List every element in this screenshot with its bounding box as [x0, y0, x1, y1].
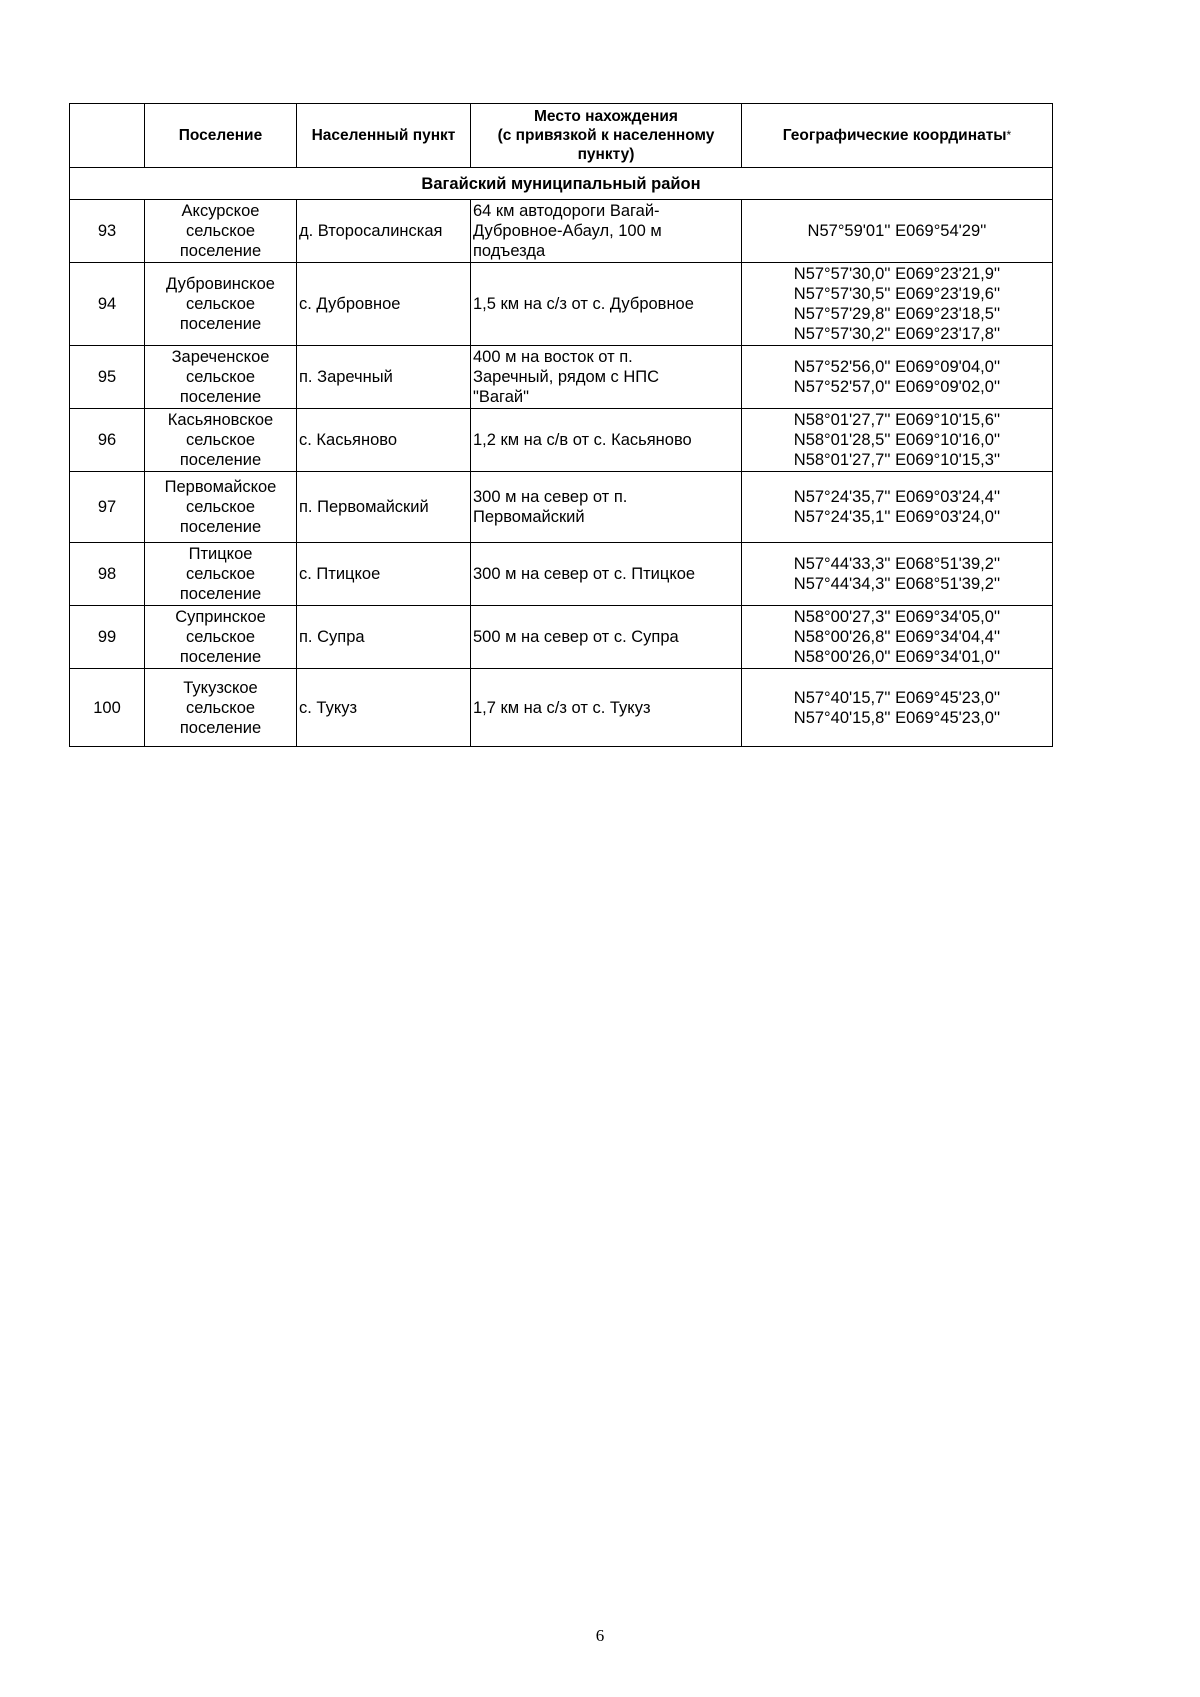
settlement-line: поселение — [179, 585, 262, 603]
coordinate-line: N57°57'30,5'' E069°23'19,6'' — [793, 285, 1001, 303]
coordinate-line: N58°00'27,3'' E069°34'05,0'' — [793, 608, 1001, 626]
table-row — [70, 472, 1053, 543]
coordinate-line: N57°52'56,0'' E069°09'04,0'' — [793, 358, 1001, 376]
coordinate-line: N57°57'29,8'' E069°23'18,5'' — [793, 305, 1001, 323]
table-header-row — [70, 104, 1053, 168]
place-line: Заречный, рядом с НПС — [473, 368, 660, 386]
place-line: 1,2 км на с/в от с. Касьяново — [473, 431, 692, 449]
place-line: Дубровное-Абаул, 100 м — [473, 222, 662, 240]
place-cell — [471, 346, 742, 409]
locality-cell: с. Тукуз — [297, 669, 471, 747]
locality-cell: п. Супра — [297, 606, 471, 669]
locality-cell: с. Касьяново — [297, 409, 471, 472]
header-place-line: Место нахождения — [534, 108, 678, 125]
header-settlement: Поселение — [145, 104, 297, 168]
settlement-line: сельское — [185, 368, 256, 386]
place-line: 500 м на север от с. Супра — [473, 628, 679, 646]
settlement-cell — [145, 263, 297, 346]
table-row — [70, 606, 1053, 669]
coordinates-cell — [742, 669, 1053, 747]
row-number: 95 — [70, 346, 145, 409]
place-line: подъезда — [473, 242, 546, 260]
coordinate-line: N57°44'34,3'' E068°51'39,2'' — [793, 575, 1001, 593]
locality-cell: с. Дубровное — [297, 263, 471, 346]
settlement-line: Аксурское — [181, 202, 260, 220]
settlement-cell — [145, 472, 297, 543]
settlement-line: сельское — [185, 431, 256, 449]
settlement-cell — [145, 346, 297, 409]
coordinate-line: N58°01'27,7'' E069°10'15,3'' — [793, 451, 1001, 469]
settlement-line: поселение — [179, 242, 262, 260]
coordinate-line: N57°24'35,1'' E069°03'24,0'' — [793, 508, 1001, 526]
settlement-line: поселение — [179, 451, 262, 469]
coordinate-line: N57°52'57,0'' E069°09'02,0'' — [793, 378, 1001, 396]
header-coordinates-footnote-mark: * — [1006, 128, 1012, 142]
page-number: 6 — [595, 1626, 605, 1645]
coordinate-line: N57°40'15,7'' E069°45'23,0'' — [793, 688, 1001, 707]
place-line: 300 м на север от п. — [473, 488, 628, 506]
header-place-line: (с привязкой к населенному — [497, 127, 715, 144]
settlement-line: поселение — [179, 718, 262, 737]
settlement-cell — [145, 200, 297, 263]
locality-cell: с. Птицкое — [297, 543, 471, 606]
coordinate-line: N57°40'15,8'' E069°45'23,0'' — [793, 708, 1001, 727]
coordinates-cell — [742, 606, 1053, 669]
row-number: 94 — [70, 263, 145, 346]
district-name: Вагайский муниципальный район — [70, 168, 1053, 200]
place-line: Первомайский — [473, 508, 585, 526]
locality-cell: п. Первомайский — [297, 472, 471, 543]
place-line: "Вагай" — [473, 388, 529, 406]
header-place-line: пункту) — [577, 146, 635, 163]
settlement-cell — [145, 543, 297, 606]
settlement-line: поселение — [179, 518, 262, 536]
row-number: 97 — [70, 472, 145, 543]
settlement-line: сельское — [185, 698, 256, 717]
settlement-line: Первомайское — [164, 478, 277, 496]
header-locality: Населенный пункт — [297, 104, 471, 168]
coordinate-line: N58°01'28,5'' E069°10'16,0'' — [793, 431, 1001, 449]
place-cell — [471, 200, 742, 263]
settlement-line: сельское — [185, 628, 256, 646]
row-number: 96 — [70, 409, 145, 472]
table-row — [70, 543, 1053, 606]
coordinates-cell — [742, 200, 1053, 263]
place-cell — [471, 472, 742, 543]
district-row — [70, 168, 1053, 200]
coordinates-table — [69, 103, 1053, 747]
table-row — [70, 200, 1053, 263]
settlement-cell — [145, 669, 297, 747]
settlement-line: поселение — [179, 648, 262, 666]
place-line: 300 м на север от с. Птицкое — [473, 565, 696, 583]
header-coordinates-label: Географические координаты — [782, 127, 1007, 144]
place-cell — [471, 409, 742, 472]
locality-cell: д. Второсалинская — [297, 200, 471, 263]
settlement-line: сельское — [185, 498, 256, 516]
coordinates-cell — [742, 543, 1053, 606]
coordinate-line: N57°24'35,7'' E069°03'24,4'' — [793, 488, 1001, 506]
row-number: 98 — [70, 543, 145, 606]
coordinates-cell — [742, 346, 1053, 409]
settlement-cell — [145, 606, 297, 669]
settlement-line: сельское — [185, 565, 256, 583]
coordinate-line: N58°01'27,7'' E069°10'15,6'' — [793, 411, 1001, 429]
place-line: 400 м на восток от п. — [473, 348, 633, 366]
settlement-line: поселение — [179, 315, 262, 333]
place-cell — [471, 543, 742, 606]
row-number: 93 — [70, 200, 145, 263]
table-row — [70, 409, 1053, 472]
coordinates-cell — [742, 263, 1053, 346]
coordinate-line: N57°59'01'' E069°54'29'' — [807, 222, 987, 240]
row-number: 99 — [70, 606, 145, 669]
settlement-line: Тукузское — [183, 678, 258, 697]
locality-cell: п. Заречный — [297, 346, 471, 409]
header-number — [70, 104, 145, 168]
coordinates-cell — [742, 472, 1053, 543]
settlement-line: Зареченское — [171, 348, 270, 366]
coordinate-line: N58°00'26,0'' E069°34'01,0'' — [793, 648, 1001, 666]
place-line: 1,5 км на с/з от с. Дубровное — [473, 295, 694, 313]
coordinate-line: N58°00'26,8'' E069°34'04,4'' — [793, 628, 1001, 646]
settlement-line: Птицкое — [188, 545, 253, 563]
place-cell — [471, 606, 742, 669]
table-row — [70, 346, 1053, 409]
place-line: 1,7 км на с/з от с. Тукуз — [473, 698, 651, 717]
settlement-cell — [145, 409, 297, 472]
settlement-line: поселение — [179, 388, 262, 406]
table-row — [70, 669, 1053, 747]
header-coordinates — [742, 104, 1053, 168]
coordinate-line: N57°57'30,0'' E069°23'21,9'' — [793, 265, 1001, 283]
table-row — [70, 263, 1053, 346]
header-place — [471, 104, 742, 168]
place-cell — [471, 669, 742, 747]
settlement-line: Касьяновское — [167, 411, 274, 429]
place-line: 64 км автодороги Вагай- — [473, 202, 660, 220]
settlement-line: сельское — [185, 295, 256, 313]
settlement-line: Супринское — [175, 608, 266, 626]
settlement-line: сельское — [185, 222, 256, 240]
place-cell — [471, 263, 742, 346]
row-number: 100 — [70, 669, 145, 747]
coordinates-cell — [742, 409, 1053, 472]
coordinate-line: N57°44'33,3'' E068°51'39,2'' — [793, 555, 1001, 573]
coordinate-line: N57°57'30,2'' E069°23'17,8'' — [793, 325, 1001, 343]
settlement-line: Дубровинское — [166, 275, 275, 293]
